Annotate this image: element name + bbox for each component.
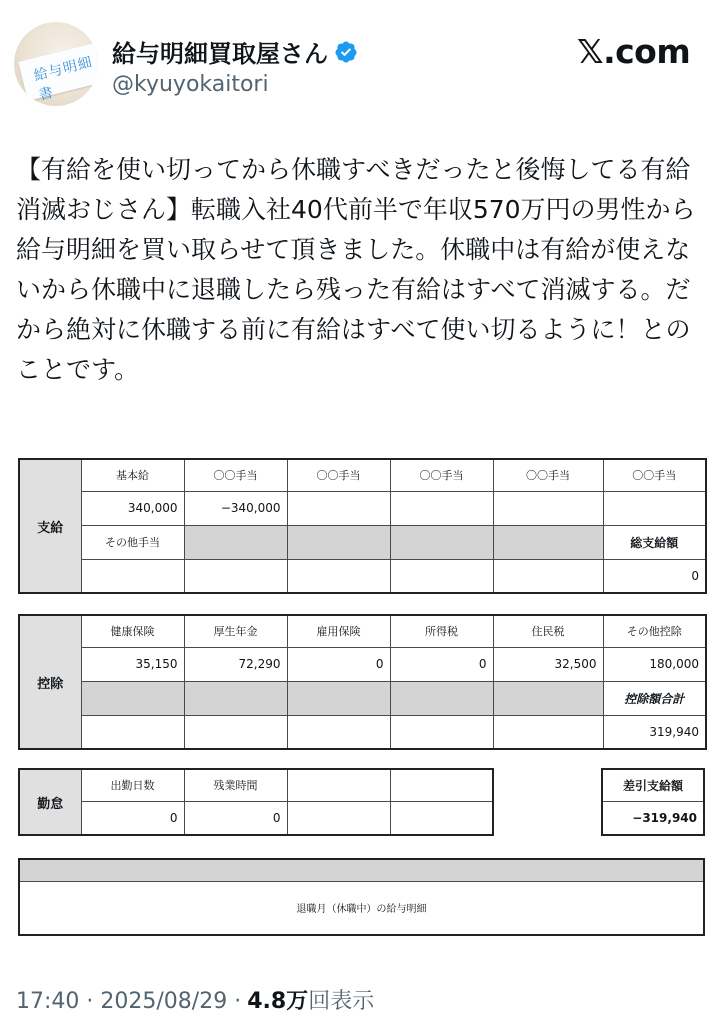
attendance-header: 出勤日数	[81, 769, 184, 801]
display-name[interactable]: 給与明細買取屋さん	[112, 40, 328, 68]
other-allowance-label: その他手当	[81, 525, 184, 559]
tweet-text: 【有給を使い切ってから休職すべきだったと後悔してる有給消滅おじさん】転職入社40代前半で年収570万円の男性から給与明細を買い取らせて頂きました。休職中は有給が使えないから休職中に退職したら残った有給はすべて消滅する。だから絶対に休職する前に有給はすべて使い切るように！とのことです。	[16, 155, 696, 384]
deduction-total-value: 319,940	[603, 715, 706, 749]
gross-total-value: 0	[603, 559, 706, 593]
avatar[interactable]	[14, 22, 98, 106]
deduction-value: 0	[287, 647, 390, 681]
pay-value: 340,000	[81, 491, 184, 525]
deduction-value: 0	[390, 647, 493, 681]
pay-section-label: 支給	[19, 459, 81, 593]
deduction-total-label: 控除額合計	[603, 681, 706, 715]
attendance-value: 0	[81, 801, 184, 835]
deduction-header: その他控除	[603, 615, 706, 647]
pay-value	[287, 491, 390, 525]
tweet-meta: 17:40 · 2025/08/29 · 4.8万 回表示	[16, 984, 374, 1015]
pay-header: 〇〇手当	[184, 459, 287, 491]
pay-header: 〇〇手当	[603, 459, 706, 491]
net-pay-value: −319,940	[602, 801, 704, 835]
deduction-value: 180,000	[603, 647, 706, 681]
deduction-header: 雇用保険	[287, 615, 390, 647]
x-logo: 𝕏.com	[577, 32, 691, 71]
attendance-value	[390, 801, 493, 835]
tweet-time[interactable]: 17:40	[16, 989, 80, 1014]
attendance-value	[287, 801, 390, 835]
net-pay-label: 差引支給額	[602, 769, 704, 801]
tweet-date[interactable]: 2025/08/29	[100, 989, 228, 1014]
attendance-table	[18, 768, 494, 836]
deduction-value: 35,150	[81, 647, 184, 681]
attendance-value: 0	[184, 801, 287, 835]
net-pay-table	[601, 768, 705, 836]
pay-header: 〇〇手当	[390, 459, 493, 491]
pay-value	[493, 491, 603, 525]
attendance-header	[287, 769, 390, 801]
pay-value: −340,000	[184, 491, 287, 525]
note-text: 退職月（休職中）の給与明細	[19, 881, 704, 935]
deduction-header: 住民税	[493, 615, 603, 647]
avatar-text: 給与明細書	[32, 54, 95, 104]
attendance-section-label: 勤怠	[19, 769, 81, 835]
avatar-card	[18, 43, 98, 104]
pay-value	[390, 491, 493, 525]
view-count-suffix: 回表示	[308, 989, 375, 1014]
verified-badge-icon	[334, 40, 358, 64]
deduction-header: 健康保険	[81, 615, 184, 647]
deduction-value: 32,500	[493, 647, 603, 681]
note-table	[18, 858, 705, 936]
name-row	[112, 34, 358, 69]
deduction-value: 72,290	[184, 647, 287, 681]
deduction-table	[18, 614, 707, 750]
attendance-header	[390, 769, 493, 801]
deduction-header: 所得税	[390, 615, 493, 647]
deduction-section-label: 控除	[19, 615, 81, 749]
attendance-header: 残業時間	[184, 769, 287, 801]
pay-value	[603, 491, 706, 525]
pay-header: 基本給	[81, 459, 184, 491]
handle[interactable]: @kyuyokaitori	[112, 72, 269, 97]
pay-table	[18, 458, 707, 594]
deduction-header: 厚生年金	[184, 615, 287, 647]
view-count: 4.8万	[247, 989, 309, 1014]
pay-header: 〇〇手当	[493, 459, 603, 491]
pay-header: 〇〇手当	[287, 459, 390, 491]
gross-total-label: 総支給額	[603, 525, 706, 559]
